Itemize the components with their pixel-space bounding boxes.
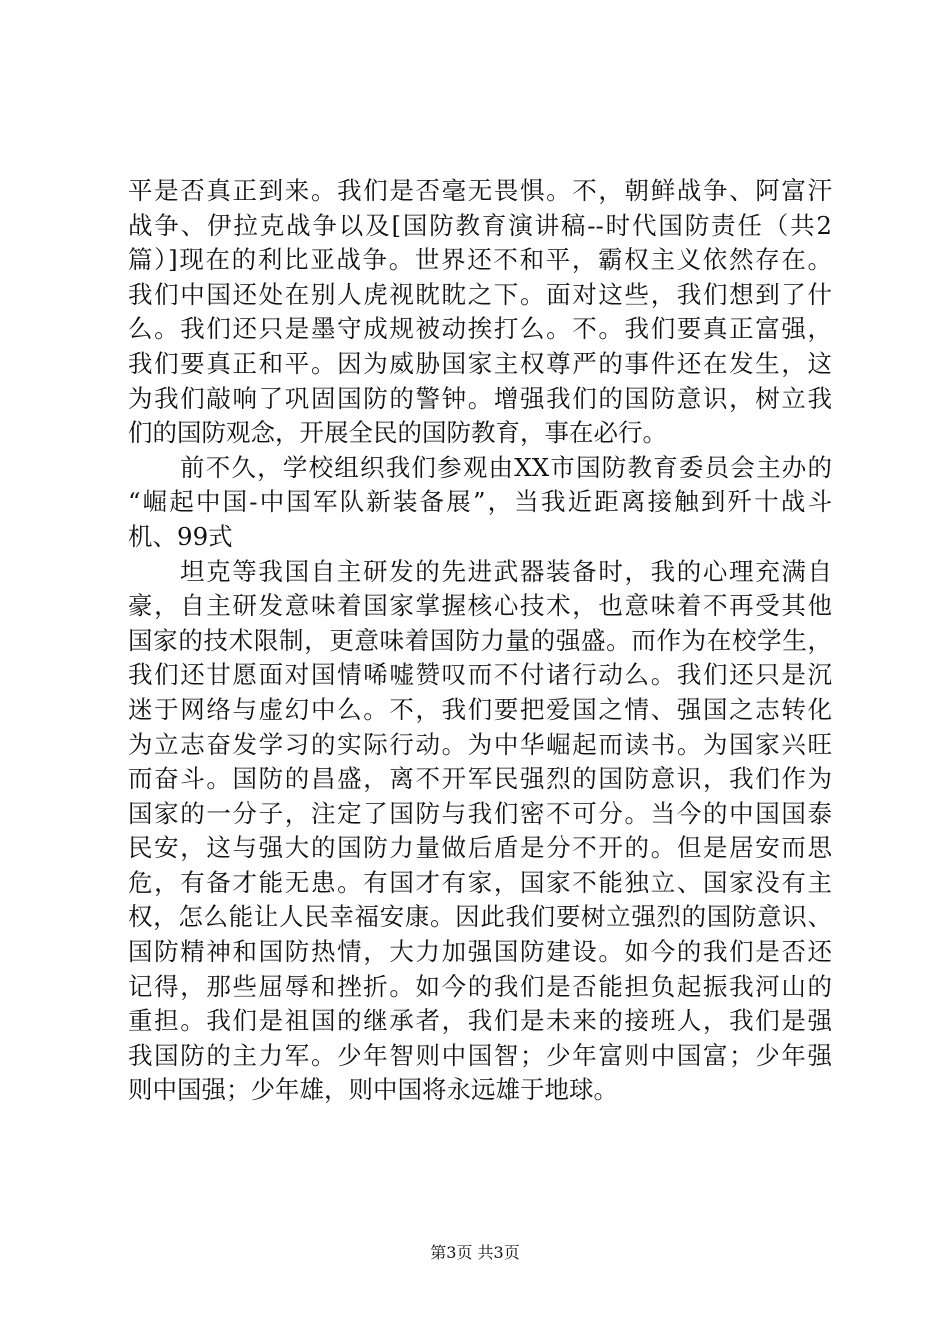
text-line: 权，怎么能让人民幸福安康。因此我们要树立强烈的国防意识、 xyxy=(128,902,832,932)
text-line: 我们中国还处在别人虎视眈眈之下。面对这些，我们想到了什 xyxy=(128,279,832,309)
text-line: 么。我们还只是墨守成规被动挨打么。不。我们要真正富强， xyxy=(128,314,832,344)
text-line: 战争、伊拉克战争以及[国防教育演讲稿--时代国防责任（共2 xyxy=(128,210,832,240)
text-line: 民安，这与强大的国防力量做后盾是分不开的。但是居安而思 xyxy=(128,833,832,863)
text-line: “崛起中国-中国军队新装备展”，当我近距离接触到歼十战斗 xyxy=(128,487,832,517)
text-line: 危，有备才能无患。有国才有家，国家不能独立、国家没有主 xyxy=(128,867,832,897)
page-footer: 第3页 共3页 xyxy=(430,1243,520,1262)
text-line: 则中国强；少年雄，则中国将永远雄于地球。 xyxy=(128,1075,618,1105)
text-line: 们的国防观念，开展全民的国防教育，事在必行。 xyxy=(128,418,667,448)
document-body xyxy=(128,174,832,1108)
text-line: 为立志奋发学习的实际行动。为中华崛起而读书。为国家兴旺 xyxy=(128,729,832,759)
text-line: 篇）]现在的利比亚战争。世界还不和平，霸权主义依然存在。 xyxy=(128,245,832,275)
text-line: 前不久，学校组织我们参观由XX市国防教育委员会主办的 xyxy=(180,452,832,482)
text-line: 我国防的主力军。少年智则中国智；少年富则中国富；少年强 xyxy=(128,1040,832,1070)
text-line: 重担。我们是祖国的继承者，我们是未来的接班人，我们是强 xyxy=(128,1006,832,1036)
text-line: 坦克等我国自主研发的先进武器装备时，我的心理充满自 xyxy=(180,556,832,586)
text-line: 豪，自主研发意味着国家掌握核心技术，也意味着不再受其他 xyxy=(128,591,832,621)
text-line: 平是否真正到来。我们是否毫无畏惧。不，朝鲜战争、阿富汗 xyxy=(128,176,832,205)
text-line: 为我们敲响了巩固国防的警钟。增强我们的国防意识，树立我 xyxy=(128,383,832,413)
text-line: 我们要真正和平。因为威胁国家主权尊严的事件还在发生，这 xyxy=(128,348,832,378)
text-line: 国家的技术限制，更意味着国防力量的强盛。而作为在校学生， xyxy=(128,625,832,655)
text-line: 迷于网络与虚幻中么。不，我们要把爱国之情、强国之志转化 xyxy=(128,694,832,724)
text-line: 记得，那些屈辱和挫折。如今的我们是否能担负起振我河山的 xyxy=(128,971,832,1001)
text-line: 机、99式 xyxy=(128,521,233,551)
text-line: 我们还甘愿面对国情唏嘘赞叹而不付诸行动么。我们还只是沉 xyxy=(128,660,832,690)
text-line: 而奋斗。国防的昌盛，离不开军民强烈的国防意识，我们作为 xyxy=(128,764,832,794)
text-line: 国防精神和国防热情，大力加强国防建设。如今的我们是否还 xyxy=(128,937,832,967)
text-line: 国家的一分子，注定了国防与我们密不可分。当今的中国国泰 xyxy=(128,798,832,828)
